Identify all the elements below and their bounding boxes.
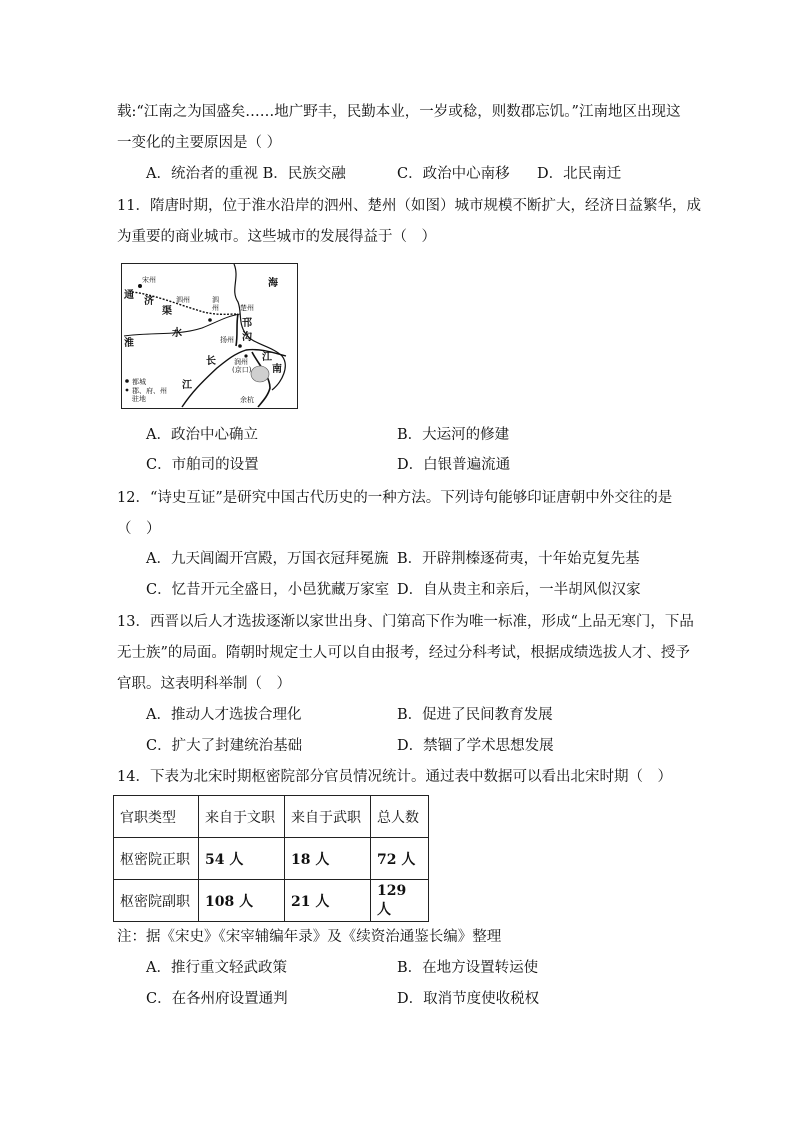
- legend-prefecture-marker: [126, 389, 129, 392]
- q11-option-a: A．政治中心确立: [146, 427, 258, 443]
- legend-prefecture: 郡、府、州: [132, 387, 167, 395]
- q13-option-a: A．推动人才选拔合理化: [146, 707, 302, 723]
- table-cell: 枢密院副职: [114, 880, 199, 922]
- q14-option-c: C．在各州府设置通判: [146, 991, 288, 1007]
- label-zhou-vertical: 州: [212, 304, 219, 312]
- label-jingkou: (京口): [232, 366, 252, 374]
- q13-stem-line3: 官职。这表明科举制（ ）: [117, 676, 291, 692]
- q10-stem-line2: 一变化的主要原因是（ ）: [117, 135, 282, 151]
- q11-stem-line2: 为重要的商业城市。这些城市的发展得益于（ ）: [117, 229, 436, 245]
- q12-option-a: A．九天阊阖开宫殿，万国衣冠拜冕旒: [146, 551, 389, 567]
- table-cell: 108 人: [199, 880, 285, 922]
- q13-stem-line2: 无士族”的局面。隋朝时规定士人可以自由报考，经过分科考试，根据成绩选拔人才、授予: [117, 645, 690, 661]
- legend-seat: 驻地: [132, 395, 146, 403]
- legend-capital: 都城: [132, 378, 146, 386]
- q10-option-d: D．北民南迁: [537, 166, 622, 182]
- label-sizhou-vertical: 泗: [212, 296, 219, 304]
- q11-option-b: B．大运河的修建: [397, 427, 510, 443]
- q13-option-c: C．扩大了封建统治基础: [146, 738, 303, 754]
- q13-option-b: B．促进了民间教育发展: [397, 707, 553, 723]
- q12-stem-line1: 12．“诗史互证”是研究中国古代历史的一种方法。下列诗句能够印证唐朝中外交往的是: [117, 490, 673, 506]
- label-tong: 通: [124, 290, 134, 301]
- q11-option-c: C．市舶司的设置: [146, 457, 259, 473]
- hangou-canal: [236, 314, 238, 346]
- label-jiang: 江: [182, 380, 192, 391]
- table-cell: 72 人: [371, 838, 429, 880]
- yangzhou-marker: [238, 344, 242, 348]
- label-jiang2: 江: [262, 352, 272, 363]
- q12-option-b: B．开辟荆榛逐荷夷，十年始克复先基: [397, 551, 640, 567]
- label-sea: 海: [268, 278, 278, 289]
- q14-stem-line1: 14．下表为北宋时期枢密院部分官员情况统计。通过表中数据可以看出北宋时期（ ）: [117, 769, 672, 785]
- huai-river: [124, 314, 240, 336]
- table-cell: 129 人: [371, 880, 429, 922]
- table-row: [114, 838, 429, 880]
- q13-stem-line1: 13．西晋以后人才选拔逐渐以家世出身、门第高下作为唯一标准，形成“上品无寒门，下品: [117, 614, 694, 630]
- sizhou-marker: [208, 318, 212, 322]
- q11-option-d: D．白银普遍流通: [397, 457, 511, 473]
- label-runzhou: 润州: [234, 358, 248, 366]
- table-cell: 枢密院正职: [114, 838, 199, 880]
- label-nan: 南: [272, 364, 282, 375]
- q14-table-note: 注：据《宋史》《宋宰辅编年录》及《续资治通鉴长编》整理: [117, 929, 502, 945]
- q10-stem-line1: 载:“江南之为国盛矣……地广野丰，民勤本业，一岁或稔，则数郡忘饥。”江南地区出现这: [117, 104, 681, 120]
- label-gou: 沟: [242, 332, 252, 343]
- label-han: 邗: [242, 318, 252, 329]
- q14-option-d: D．取消节度使收税权: [397, 991, 540, 1007]
- q11-stem-line1: 11．隋唐时期，位于淮水沿岸的泗州、楚州（如图）城市规模不断扩大，经济日益繁华，成: [117, 198, 701, 214]
- label-yuhang: 余杭: [240, 396, 254, 404]
- table-cell: 18 人: [285, 838, 371, 880]
- table-header-row: [114, 796, 429, 838]
- label-songzhou: 宋州: [142, 276, 156, 284]
- q10-option-ab: A．统治者的重视 B．民族交融: [146, 166, 346, 182]
- label-sizhou: 泗州: [176, 296, 190, 304]
- label-chuzhou: 楚州: [240, 304, 254, 312]
- table-header-cell: 来自于武职: [285, 796, 371, 838]
- q12-stem-line2: （ ）: [117, 521, 161, 537]
- label-ji: 济: [144, 296, 154, 307]
- table-header-cell: 总人数: [371, 796, 429, 838]
- table-header-cell: 官职类型: [114, 796, 199, 838]
- q14-data-table: [113, 795, 429, 922]
- q10-option-c: C．政治中心南移: [397, 166, 510, 182]
- table-header-cell: 来自于文职: [199, 796, 285, 838]
- legend-capital-marker: [125, 379, 129, 383]
- songzhou-marker: [138, 284, 142, 288]
- label-qu: 渠: [162, 306, 172, 317]
- q13-option-d: D．禁锢了学术思想发展: [397, 738, 554, 754]
- grand-canal-map: [121, 263, 298, 409]
- label-chang: 长: [206, 356, 216, 367]
- q12-option-c: C．忆昔开元全盛日，小邑犹藏万家室: [146, 582, 390, 598]
- taihu-lake: [251, 366, 269, 382]
- q12-option-d: D．自从贵主和亲后，一半胡风似汉家: [397, 582, 641, 598]
- label-huai: 淮: [124, 338, 134, 349]
- table-cell: 21 人: [285, 880, 371, 922]
- q14-option-a: A．推行重文轻武政策: [146, 960, 287, 976]
- table-row: [114, 880, 429, 922]
- label-shui: 水: [172, 328, 182, 339]
- q14-option-b: B．在地方设置转运使: [397, 960, 539, 976]
- table-cell: 54 人: [199, 838, 285, 880]
- label-yangzhou: 扬州: [220, 336, 234, 344]
